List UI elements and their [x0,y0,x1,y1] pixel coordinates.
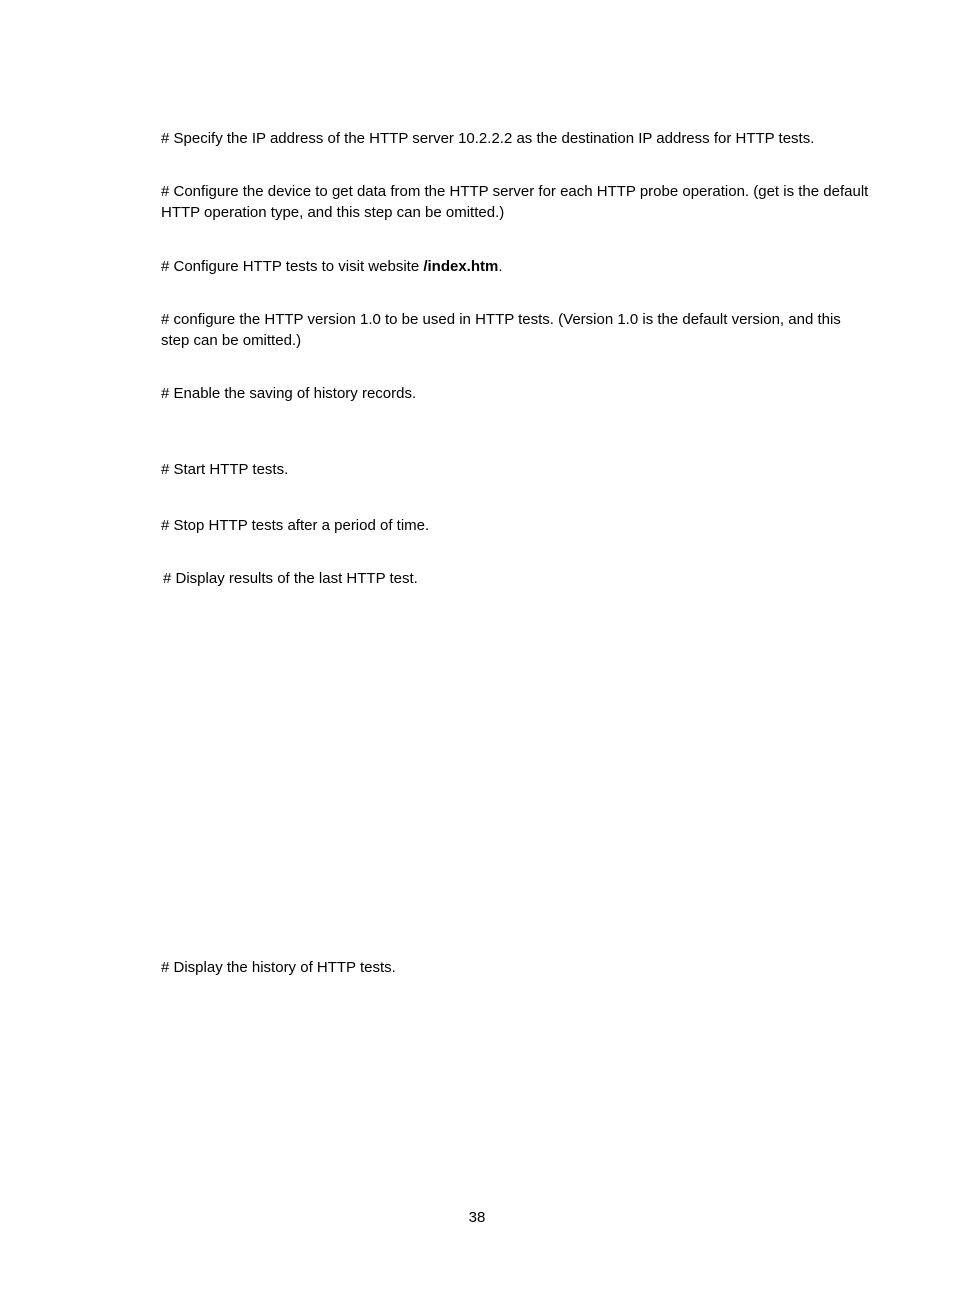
step-configure-website [161,256,871,277]
step-configure-website-prefix: # Configure HTTP tests to visit website [161,258,424,275]
step-display-history: # Display the history of HTTP tests. [161,959,396,976]
page-number: 38 [468,1209,486,1226]
step-configure-get-operation: # Configure the device to get data from the HTTP server for each HTTP probe operation. (get is the default HTTP operation type, and this step can be omitted.) [161,183,869,221]
step-configure-http-version: # configure the HTTP version 1.0 to be used in HTTP tests. (Version 1.0 is the default version, and this step can be omitted.) [161,311,841,349]
website-path: /index.htm [423,258,499,275]
step-enable-history: # Enable the saving of history records. [161,385,417,402]
step-stop-tests: # Stop HTTP tests after a period of time. [161,517,430,534]
step-display-results: # Display results of the last HTTP test. [163,570,418,587]
step-configure-website-suffix: . [498,258,503,275]
step-start-tests: # Start HTTP tests. [161,461,289,478]
step-specify-destination-ip: # Specify the IP address of the HTTP server 10.2.2.2 as the destination IP address for HTTP tests. [161,130,815,147]
